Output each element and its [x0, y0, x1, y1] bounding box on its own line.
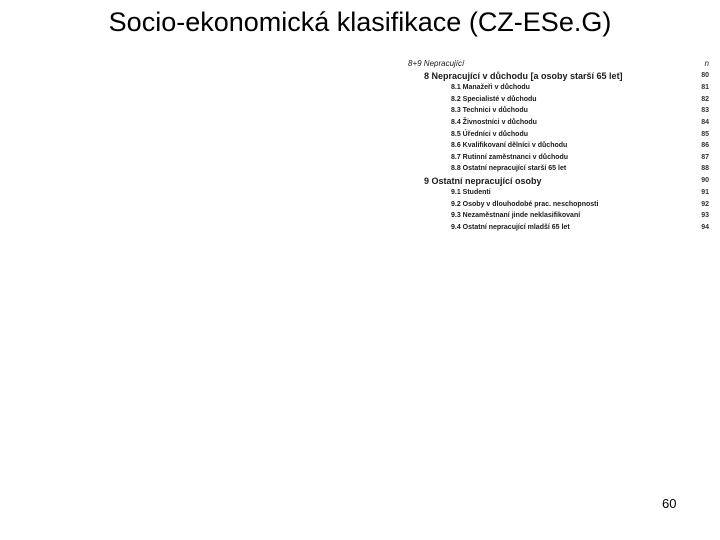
row-code: 91 — [701, 189, 709, 197]
table-row — [400, 105, 712, 117]
row-code: 93 — [701, 212, 709, 220]
row-code: 83 — [701, 107, 709, 115]
table-row — [400, 187, 712, 199]
row-code: 94 — [701, 223, 709, 231]
table-row — [400, 175, 712, 187]
row-label: 8.1 Manažeři v důchodu — [451, 84, 530, 92]
row-label: 8.4 Živnostníci v důchodu — [451, 118, 537, 126]
table-row — [400, 129, 712, 141]
row-code: 88 — [701, 165, 709, 173]
table-row — [400, 140, 712, 152]
row-label: 8.8 Ostatní nepracující starší 65 let — [451, 165, 567, 173]
page-number: 60 — [662, 496, 677, 511]
row-code: 86 — [701, 142, 709, 150]
row-label: 9.2 Osoby v dlouhodobé prac. neschopnosti — [451, 200, 599, 208]
row-label: 8.3 Technici v důchodu — [451, 107, 528, 115]
row-code: 92 — [701, 200, 709, 208]
table-heading: 8+9 Nepracující — [408, 59, 465, 68]
row-code: 85 — [701, 130, 709, 138]
row-label: 9.1 Studenti — [451, 189, 491, 197]
row-label: 8.5 Úředníci v důchodu — [451, 130, 529, 138]
row-label: 8.7 Rutinní zaměstnanci v důchodu — [451, 153, 569, 161]
table-row — [400, 163, 712, 175]
row-code: 90 — [701, 176, 709, 184]
row-code: 81 — [701, 84, 709, 92]
row-code: 87 — [701, 153, 709, 161]
table-row — [400, 70, 712, 82]
row-label: 8.2 Specialisté v důchodu — [451, 95, 537, 103]
table-row — [400, 222, 712, 234]
table-heading-row — [400, 58, 712, 70]
table-row — [400, 152, 712, 164]
table-row — [400, 82, 712, 94]
classification-table — [400, 58, 712, 234]
slide-title: Socio-ekonomická klasifikace (CZ-ESe.G) — [108, 7, 612, 37]
table-row — [400, 94, 712, 106]
table-row — [400, 117, 712, 129]
row-code: 84 — [701, 118, 709, 126]
row-label: 9.4 Ostatní nepracující mladší 65 let — [451, 223, 570, 231]
table-row — [400, 199, 712, 211]
row-label: 8 Nepracující v důchodu [a osoby starší 65 let] — [424, 71, 623, 81]
row-label: 8.6 Kvalifikovaní dělníci v důchodu — [451, 142, 568, 150]
code-column-heading: n — [704, 59, 709, 68]
row-label: 9 Ostatní nepracující osoby — [424, 175, 542, 186]
table-row — [400, 210, 712, 222]
row-code: 80 — [701, 72, 709, 79]
row-label: 9.3 Nezaměstnaní jinde neklasifikovaní — [451, 212, 581, 220]
row-code: 82 — [701, 95, 709, 103]
